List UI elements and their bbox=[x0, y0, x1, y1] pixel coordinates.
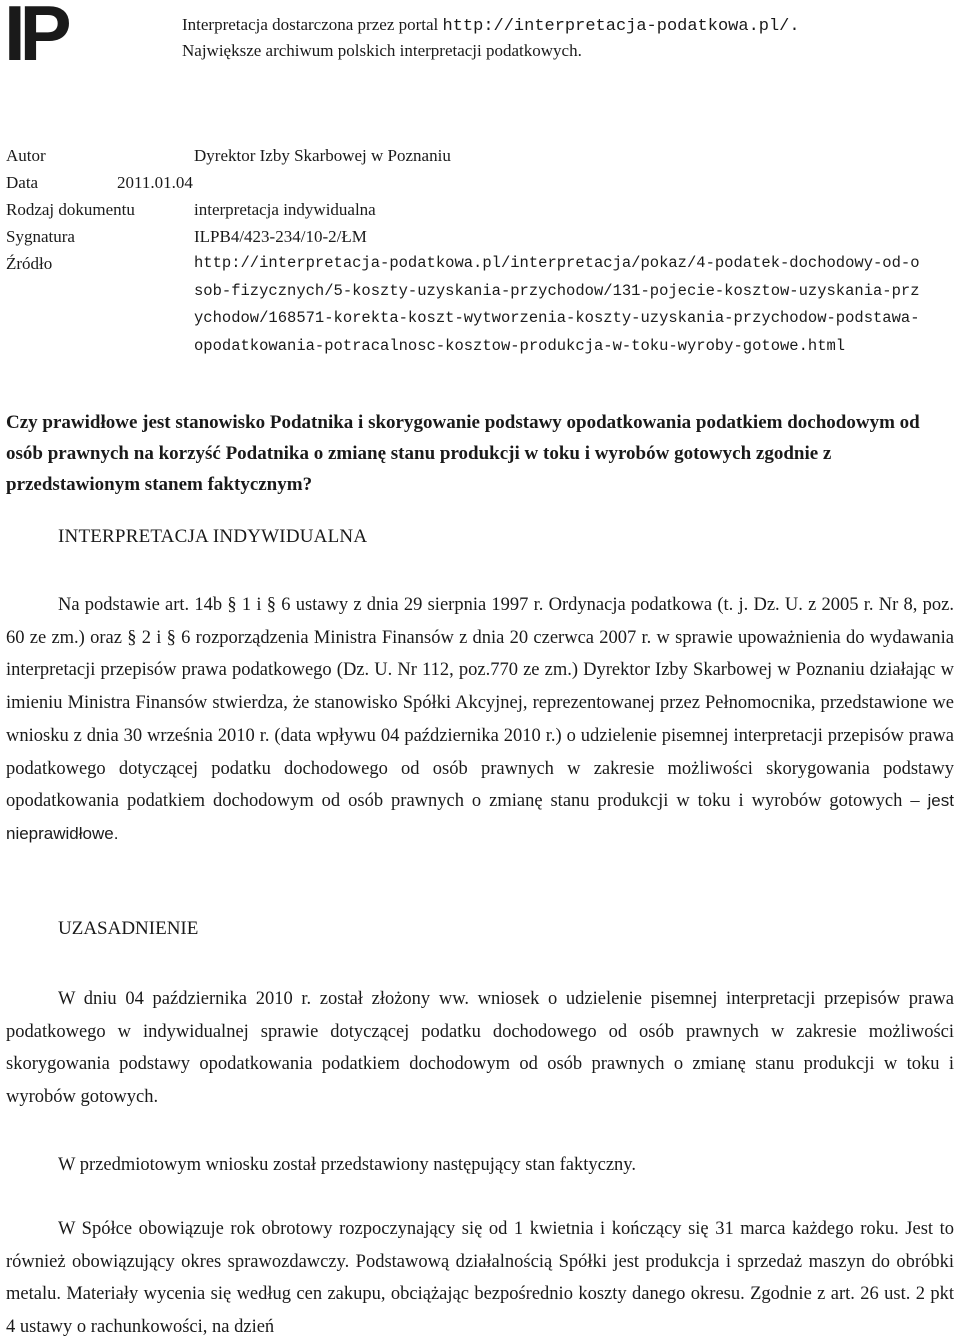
paragraph-facts-intro: W przedmiotowym wniosku został przedstawiony następujący stan faktyczny. bbox=[58, 1155, 636, 1175]
question-title: Czy prawidłowe jest stanowisko Podatnika i skorygowanie podstawy opodatkowania podatkiem dochodowym od osób prawnych na korzyść Podatnika o zmianę stanu produkcji w toku i wyrobów gotowych zgodnie z przedstawionym stanem faktycznym? bbox=[6, 412, 920, 495]
portal-info bbox=[182, 13, 800, 63]
paragraph-legal-basis bbox=[6, 589, 954, 851]
date-label: Data bbox=[6, 173, 39, 192]
date-value: 2011.01.04 bbox=[117, 173, 193, 192]
type-value: interpretacja indywidualna bbox=[194, 200, 376, 219]
heading-justification: UZASADNIENIE bbox=[58, 918, 199, 939]
portal-prefix: Interpretacja dostarczona przez portal bbox=[182, 15, 443, 34]
portal-line-1 bbox=[182, 13, 800, 39]
source-label: Źródło bbox=[6, 254, 53, 273]
portal-line-2: Największe archiwum polskich interpretacji podatkowych. bbox=[182, 41, 582, 60]
signature-label: Sygnatura bbox=[6, 227, 75, 246]
portal-url-link[interactable]: http://interpretacja-podatkowa.pl/. bbox=[442, 17, 800, 36]
heading-interpretation: INTERPRETACJA INDYWIDUALNA bbox=[58, 526, 368, 547]
legal-basis-text: Na podstawie art. 14b § 1 i § 6 ustawy z dnia 29 sierpnia 1997 r. Ordynacja podatkowa (t. j. Dz. U. z 2005 r. Nr 8, poz. 60 ze zm.) oraz § 2 i § 6 rozporządzenia Ministra Finansów z dnia 20 czerwca 2007 r. w sprawie upoważnienia do wydawania interpretacji przepisów prawa podatkowego (Dz. U. Nr 112, poz.770 ze zm.) Dyrektor Izby Skarbowej w Poznaniu działając w imieniu Ministra Finansów stwierdza, że stanowisko Spółki Akcyjnej, reprezentowanej przez Pełnomocnika, przedstawione we wniosku z dnia 30 września 2010 r. (data wpływu 04 października 2010 r.) o udzielenie pisemnej interpretacji przepisów prawa podatkowego dotyczącej podatku dochodowego od osób prawnych w zakresie możliwości skorygowania podstawy opodatkowania podatkiem dochodowym od osób prawnych o zmianę stanu produkcji w toku i wyrobów gotowych – bbox=[6, 595, 954, 812]
author-value: Dyrektor Izby Skarbowej w Poznaniu bbox=[194, 146, 451, 165]
meta-row-author bbox=[6, 142, 936, 169]
source-url-link[interactable]: http://interpretacja-podatkowa.pl/interpretacja/pokaz/4-podatek-dochodowy-od-osob-fizycznych/5-koszty-uzyskania-przychodow/131-pojecie-kosztow-uzyskania-przychodow/168571-korekta-koszt-wytworzenia-koszty-uzyskania-przychodow-podstawa-opodatkowania-potracalnosc-kosztow-produkcja-w-toku-wyroby-gotowe.html bbox=[194, 254, 920, 355]
type-label: Rodzaj dokumentu bbox=[6, 200, 135, 219]
metadata-table bbox=[6, 142, 936, 355]
logo: IP bbox=[4, 0, 66, 77]
author-label: Autor bbox=[6, 146, 46, 165]
paragraph-facts: W Spółce obowiązuje rok obrotowy rozpoczynający się od 1 kwietnia i kończący się 31 marca każdego roku. Jest to również obowiązujący okres sprawozdawczy. Podstawową działalnością Spółki jest produkcja i sprzedaż maszyn do obróbki metalu. Materiały wycenia się według cen zakupu, obciążając bezpośrednio koszty danego okresu. Zgodnie z art. 26 ust. 2 pkt 4 ustawy o rachunkowości, na dzień bbox=[6, 1219, 954, 1338]
paragraph-application: W dniu 04 października 2010 r. został złożony ww. wniosek o udzielenie pisemnej interpretacji przepisów prawa podatkowego w indywidualnej sprawie dotyczącej podatku dochodowego od osób prawnych w zakresie możliwości skorygowania podstawy opodatkowania podatkiem dochodowym od osób prawnych o zmianę stanu produkcji w toku i wyrobów gotowych. bbox=[6, 989, 954, 1108]
meta-row-source bbox=[6, 250, 936, 355]
meta-row-signature bbox=[6, 223, 936, 250]
meta-row-date bbox=[6, 169, 936, 196]
conclusion-text: jest nieprawidłowe. bbox=[6, 791, 954, 843]
signature-value: ILPB4/423-234/10-2/ŁM bbox=[194, 227, 367, 246]
meta-row-type bbox=[6, 196, 936, 223]
